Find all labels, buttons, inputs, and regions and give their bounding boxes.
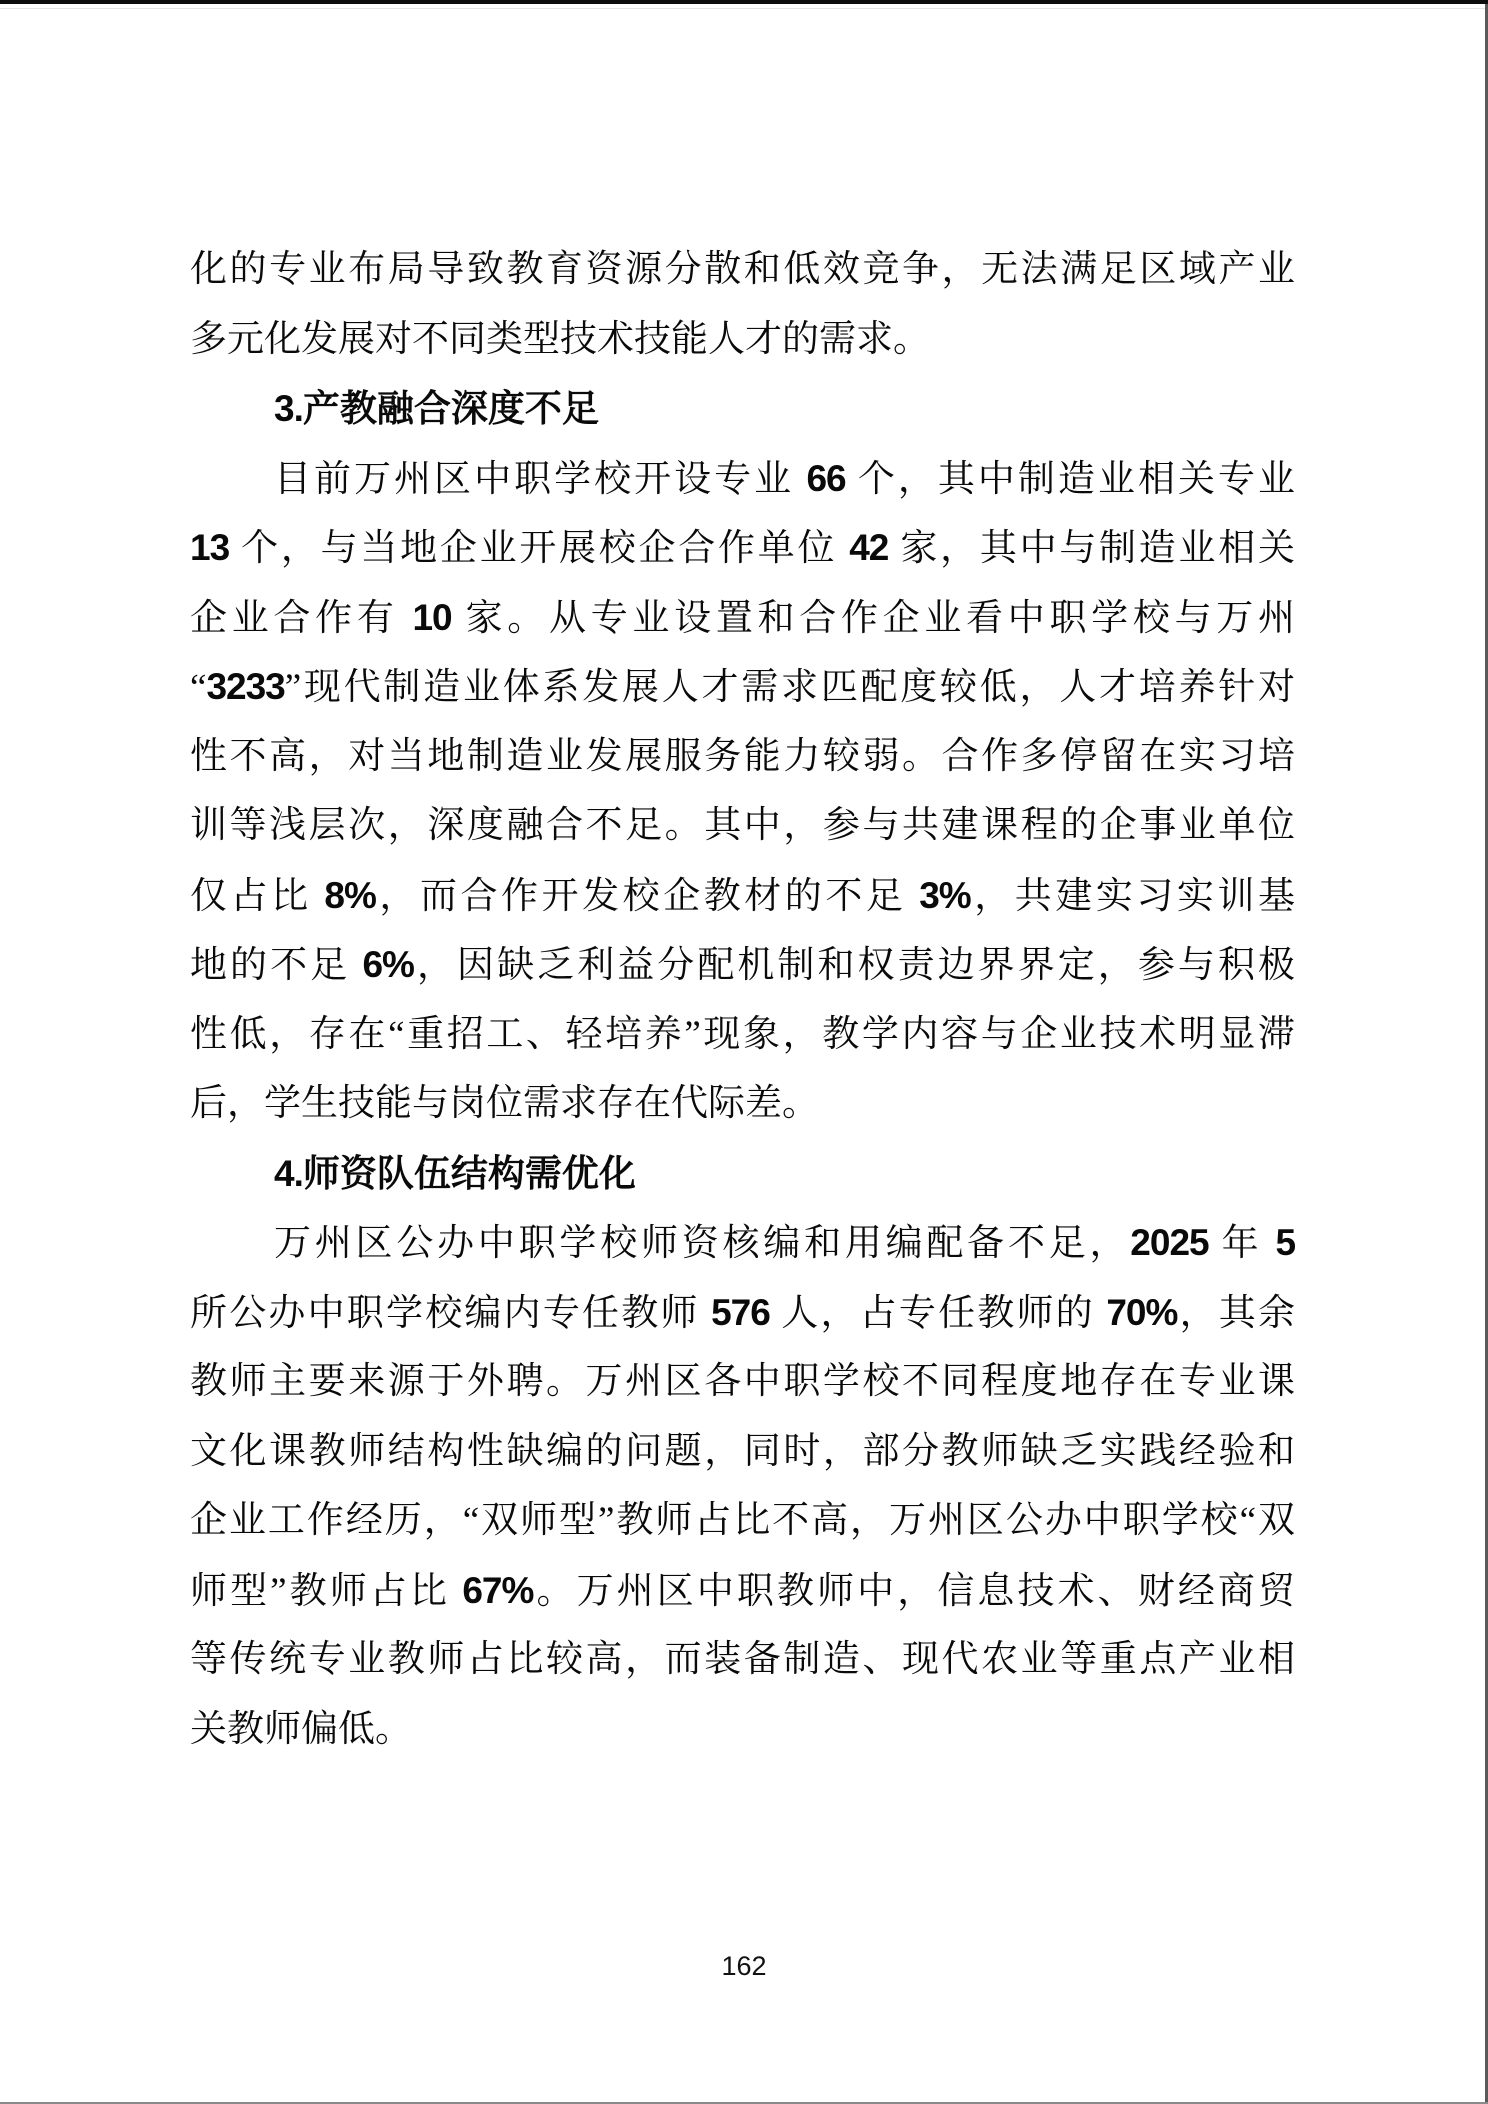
numeric-text: 2025 <box>1130 1222 1209 1263</box>
text-line: 性不高，对当地制造业发展服务能力较弱。合作多停留在实习培 <box>190 735 1295 777</box>
section-heading: 4.师资队伍结构需优化 <box>274 1152 636 1195</box>
text-line: 企业工作经历，“双师型”教师占比不高，万州区公办中职学校“双 <box>190 1500 1295 1541</box>
text-line: 地的不足 6%，因缺乏利益分配机制和权责边界界定，参与积极 <box>190 944 1295 986</box>
text-line: 后，学生技能与岗位需求存在代际差。 <box>190 1083 819 1124</box>
numeric-text: 66 <box>806 457 846 499</box>
text-line: 仅占比 8%，而合作开发校企教材的不足 3%，共建实习实训基 <box>190 874 1295 917</box>
section-heading: 3.产教融合深度不足 <box>274 388 599 430</box>
text-line: 企业合作有 10 家。从专业设置和合作企业看中职学校与万州 <box>190 596 1295 639</box>
text-line: 性低，存在“重招工、轻培养”现象，教学内容与企业技术明显滞 <box>190 1013 1295 1055</box>
numeric-text: 13 <box>190 527 230 568</box>
numeric-text: 8% <box>324 874 376 916</box>
numeric-text: 42 <box>849 527 889 568</box>
text-line: 万州区公办中职学校师资核编和用编配备不足，2025 年 5 <box>274 1222 1295 1264</box>
numeric-text: 3. <box>274 388 303 429</box>
text-line: 关教师偏低。 <box>190 1708 412 1750</box>
text-line: 多元化发展对不同类型技术技能人才的需求。 <box>190 318 930 360</box>
text-line: “3233”现代制造业体系发展人才需求匹配度较低，人才培养针对 <box>190 666 1295 708</box>
numeric-text: 70% <box>1106 1291 1178 1333</box>
text-line: 等传统专业教师占比较高，而装备制造、现代农业等重点产业相 <box>190 1639 1295 1680</box>
page-number: 162 <box>721 1951 767 1981</box>
numeric-text: 6% <box>362 944 414 985</box>
numeric-text: 576 <box>711 1291 770 1333</box>
top-faint-line <box>0 8 1488 9</box>
numeric-text: 4. <box>274 1152 303 1194</box>
numeric-text: 3% <box>919 874 971 916</box>
text-line: 教师主要来源于外聘。万州区各中职学校不同程度地存在专业课 <box>190 1361 1295 1402</box>
text-line: 化的专业布局导致教育资源分散和低效竞争，无法满足区域产业 <box>190 249 1295 290</box>
page-body-text <box>190 235 1295 1764</box>
numeric-text: 10 <box>412 596 452 638</box>
numeric-text: 67% <box>462 1569 534 1611</box>
text-line: 文化课教师结构性缺编的问题，同时，部分教师缺乏实践经验和 <box>190 1430 1295 1472</box>
text-line: 目前万州区中职学校开设专业 66 个，其中制造业相关专业 <box>274 457 1295 500</box>
text-line: 训等浅层次，深度融合不足。其中，参与共建课程的企事业单位 <box>190 805 1295 846</box>
text-line: 所公办中职学校编内专任教师 576 人，占专任教师的 70%，其余 <box>190 1291 1295 1334</box>
top-edge-bar <box>0 0 1488 4</box>
text-line: 13 个，与当地企业开展校企合作单位 42 家，其中与制造业相关 <box>190 527 1295 569</box>
numeric-text: 5 <box>1275 1222 1295 1263</box>
text-line: 师型”教师占比 67%。万州区中职教师中，信息技术、财经商贸 <box>190 1569 1295 1612</box>
numeric-text: 3233 <box>206 666 285 707</box>
